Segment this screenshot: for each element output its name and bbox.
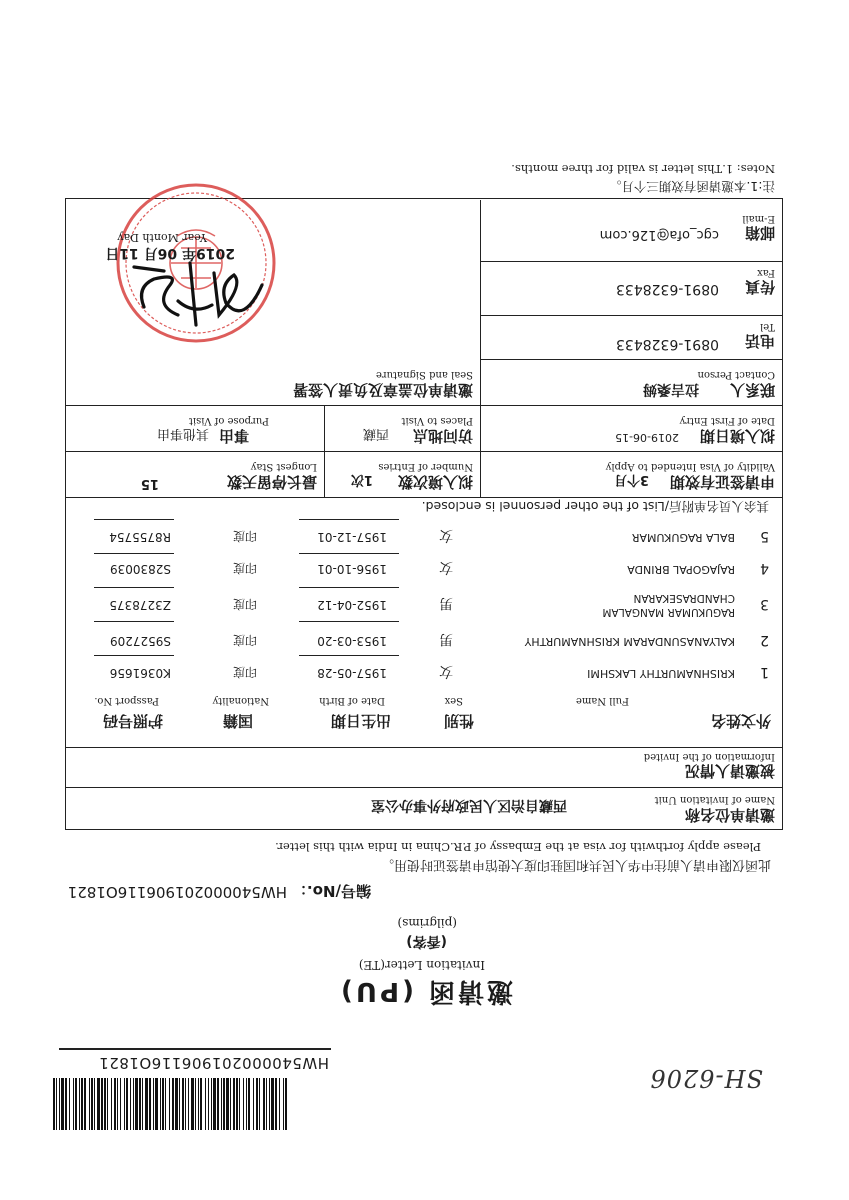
- barcode-bar: [217, 1078, 219, 1130]
- subtitle-zh: (香客): [406, 933, 447, 949]
- row-underline: [299, 553, 399, 554]
- barcode-bar: [279, 1078, 280, 1130]
- barcode-bar: [120, 1078, 121, 1130]
- tel-label-en: Tel: [759, 321, 775, 332]
- barcode-bar: [101, 1078, 103, 1130]
- barcode-bar: [155, 1078, 158, 1130]
- barcode-bar: [195, 1078, 196, 1130]
- places-label-zh: 访问地点: [412, 427, 473, 445]
- places-label-en: Places to Visit: [401, 415, 473, 426]
- barcode-bar: [185, 1078, 186, 1130]
- barcode-bar: [133, 1078, 134, 1130]
- person-nationality: 印度: [232, 597, 257, 611]
- row-divider: [481, 315, 783, 316]
- barcode-bar: [213, 1078, 216, 1130]
- handwritten-note: SH-6206: [649, 1064, 763, 1092]
- column-nationality-zh: 国籍: [222, 712, 253, 730]
- seal-label-en: Seal and Signature: [375, 369, 473, 380]
- unit-label-en: Name of Invitation Unit: [654, 794, 775, 805]
- person-name: KRISHNAMURTHY LAKSHMI: [587, 667, 735, 680]
- barcode-bar: [205, 1078, 206, 1130]
- column-sex-zh: 性别: [443, 712, 474, 730]
- tel-value: 0891-6328433: [615, 336, 719, 352]
- row-underline: [299, 655, 399, 656]
- barcode-image: [49, 1078, 289, 1130]
- column-name-zh: 外文姓名: [710, 712, 771, 730]
- barcode-bar: [256, 1078, 258, 1130]
- row-underline: [94, 519, 174, 520]
- person-passport: Z3278375: [109, 598, 171, 612]
- barcode-bar: [211, 1078, 212, 1130]
- row-divider: [481, 261, 783, 262]
- email-value: cgc_ofa@126.com: [599, 227, 719, 242]
- notes-zh: 注:1.本邀请函有效期三个月。: [608, 179, 775, 194]
- column-sex-en: Sex: [444, 695, 463, 706]
- row-underline: [299, 621, 399, 622]
- date-stamp-label: Year Month Day: [117, 231, 207, 244]
- intro-en: Please apply forthwith for visa at the Embassy of P.R.China in India with this letter.: [275, 840, 761, 854]
- invited-label-en: Information of the Invited: [643, 751, 775, 762]
- row-divider: [65, 787, 783, 788]
- row-underline: [94, 553, 174, 554]
- validity-value: 3个月: [613, 472, 649, 487]
- barcode-bar: [107, 1078, 108, 1130]
- entry-date-label-zh: 拟入境日期: [699, 427, 775, 445]
- row-underline: [299, 519, 399, 520]
- person-name: RAGUKUMAR MANGALAM: [602, 606, 735, 618]
- row-underline: [94, 655, 174, 656]
- barcode-bar: [188, 1078, 189, 1130]
- person-passport: S9527209: [109, 634, 171, 648]
- barcode-bar: [200, 1078, 202, 1130]
- barcode-bar: [175, 1078, 178, 1130]
- seal-label-zh: 邀请单位盖章及负责人签署: [292, 381, 473, 399]
- email-label-zh: 邮箱: [744, 224, 775, 242]
- contact-value: 拉吉桑姆: [643, 381, 699, 397]
- person-sex: 女: [439, 663, 453, 679]
- barcode-bar: [75, 1078, 77, 1130]
- barcode-bar: [239, 1078, 240, 1130]
- person-nationality: 印度: [232, 529, 257, 543]
- purpose-label-zh: 事由: [218, 427, 249, 445]
- row-divider: [65, 405, 783, 406]
- barcode-bar: [236, 1078, 238, 1130]
- person-nationality: 印度: [232, 633, 257, 647]
- person-passport: K0361656: [109, 666, 171, 680]
- person-number: 2: [760, 632, 769, 648]
- barcode-bar: [269, 1078, 270, 1130]
- barcode-bar: [89, 1078, 90, 1130]
- barcode-bar: [208, 1078, 209, 1130]
- subtitle-en: Invitation Letter(TE): [358, 958, 485, 972]
- cell-divider: [324, 406, 325, 452]
- contact-label-en: Contact Person: [697, 369, 775, 380]
- barcode-bar: [56, 1078, 57, 1130]
- entries-value: 1次: [350, 472, 373, 487]
- row-divider: [481, 359, 783, 360]
- entries-label-zh: 拟入境次数: [397, 473, 473, 491]
- barcode-bar: [246, 1078, 247, 1130]
- barcode-bar: [160, 1078, 161, 1130]
- person-dob: 1952-04-12: [317, 598, 387, 612]
- others-note: 其余人员名单附后/List of the other personnel is enclosed.: [421, 499, 769, 514]
- barcode-bar: [266, 1078, 267, 1130]
- barcode-underline: [59, 1048, 331, 1050]
- person-name: BALA RAGUKUMAR: [631, 531, 735, 544]
- barcode-bar: [104, 1078, 106, 1130]
- purpose-value: 其他事由: [156, 426, 209, 441]
- validity-label-zh: 申请签证有效期: [669, 473, 775, 491]
- person-dob: 1957-05-28: [317, 666, 387, 680]
- person-number: 3: [760, 596, 769, 612]
- person-number: 5: [760, 528, 769, 544]
- barcode-bar: [81, 1078, 83, 1130]
- barcode-bar: [130, 1078, 131, 1130]
- person-sex: 女: [439, 527, 453, 543]
- barcode-bar: [61, 1078, 64, 1130]
- fax-label-zh: 传真: [744, 278, 775, 296]
- row-divider: [65, 451, 783, 452]
- barcode-bar: [182, 1078, 184, 1130]
- unit-value: 西藏自治区人民政府外事办公室: [371, 797, 567, 813]
- cell-divider: [480, 452, 481, 498]
- person-name: KALYANASUNDARAM KRISHNAMURTHY: [524, 635, 735, 648]
- cell-divider: [324, 452, 325, 498]
- barcode-bar: [117, 1078, 118, 1130]
- contact-label-zh: 联系人: [729, 381, 775, 399]
- column-dob-zh: 出生日期: [330, 712, 391, 730]
- barcode-bar: [149, 1078, 151, 1130]
- person-name: RAJAGOPAL BRINDA: [627, 563, 735, 576]
- person-sex: 女: [439, 559, 453, 575]
- person-passport: S2830039: [109, 562, 171, 576]
- column-name-en: Full Name: [575, 695, 629, 706]
- barcode-bar: [91, 1078, 93, 1130]
- invited-label-zh: 被邀请人情况: [684, 762, 775, 780]
- barcode-bar: [198, 1078, 199, 1130]
- person-name-line2: CHANDRASEKARAN: [633, 592, 735, 604]
- barcode-bar: [285, 1078, 287, 1130]
- purpose-label-en: Purpose of Visit: [188, 415, 269, 426]
- entry-date-value: 2019-06-15: [615, 431, 679, 444]
- barcode-bar: [111, 1078, 112, 1130]
- notes-en: Notes: 1.This letter is valid for three months.: [511, 162, 775, 176]
- barcode-bar: [233, 1078, 235, 1130]
- barcode-bar: [263, 1078, 265, 1130]
- barcode-bar: [230, 1078, 231, 1130]
- intro-zh: 此函仅限申请人前往中华人民共和国驻印度大使馆申请签证时使用。: [380, 857, 771, 872]
- row-underline: [299, 587, 399, 588]
- barcode-bar: [153, 1078, 154, 1130]
- number-value: HW540000201906116O1821: [67, 883, 287, 901]
- person-dob: 1953-03-20: [317, 634, 387, 648]
- row-underline: [94, 621, 174, 622]
- barcode-bar: [226, 1078, 229, 1130]
- barcode-bar: [139, 1078, 141, 1130]
- email-label-en: E-mail: [742, 213, 775, 224]
- column-passport-en: Passport No.: [94, 695, 159, 706]
- entry-date-label-en: Date of First Entry: [679, 415, 775, 426]
- barcode-bar: [283, 1078, 284, 1130]
- page-title: 邀请函 (PU): [338, 976, 513, 1006]
- person-number: 1: [760, 664, 769, 680]
- barcode-bar: [97, 1078, 100, 1130]
- person-sex: 男: [439, 631, 453, 647]
- column-dob-en: Date of Birth: [319, 695, 385, 706]
- stay-value: 15: [140, 476, 159, 491]
- fax-label-en: Fax: [757, 267, 775, 278]
- barcode-bar: [172, 1078, 174, 1130]
- barcode-bar: [259, 1078, 260, 1130]
- barcode-bar: [275, 1078, 277, 1130]
- barcode-bar: [79, 1078, 80, 1130]
- barcode-bar: [221, 1078, 222, 1130]
- barcode-bar: [53, 1078, 55, 1130]
- person-dob: 1956-10-01: [317, 562, 387, 576]
- barcode-bar: [248, 1078, 250, 1130]
- barcode-bar: [271, 1078, 274, 1130]
- barcode-bar: [84, 1078, 86, 1130]
- barcode-bar: [223, 1078, 225, 1130]
- barcode-bar: [94, 1078, 95, 1130]
- date-stamp-value: 2019年 06月 11日: [105, 245, 235, 261]
- barcode-bar: [145, 1078, 148, 1130]
- row-underline: [94, 587, 174, 588]
- barcode-bar: [69, 1078, 70, 1130]
- barcode-bar: [142, 1078, 143, 1130]
- validity-label-en: Validity of Visa Intended to Apply: [605, 461, 775, 472]
- person-sex: 男: [439, 595, 453, 611]
- number-label: 编号/No.：: [291, 882, 371, 900]
- person-nationality: 印度: [232, 561, 257, 575]
- row-divider: [65, 497, 783, 498]
- barcode-bar: [59, 1078, 60, 1130]
- entries-label-en: Number of Entries: [378, 461, 473, 472]
- barcode-bar: [243, 1078, 244, 1130]
- barcode-bar: [253, 1078, 254, 1130]
- barcode-number: HW540000201906116O1821: [98, 1054, 329, 1072]
- barcode-bar: [65, 1078, 67, 1130]
- cell-divider: [480, 200, 481, 406]
- barcode-bar: [179, 1078, 180, 1130]
- unit-label-zh: 邀请单位名称: [684, 806, 775, 824]
- cell-divider: [480, 406, 481, 452]
- places-value: 西藏: [362, 426, 389, 441]
- barcode-bar: [191, 1078, 194, 1130]
- subtitle-en-pilgrims: (pilgrims): [397, 916, 457, 930]
- person-nationality: 印度: [232, 665, 257, 679]
- row-divider: [65, 747, 783, 748]
- barcode-bar: [135, 1078, 138, 1130]
- barcode-bar: [73, 1078, 74, 1130]
- column-nationality-en: Nationality: [212, 695, 269, 706]
- barcode-bar: [162, 1078, 164, 1130]
- person-number: 4: [760, 560, 769, 576]
- barcode-bar: [126, 1078, 128, 1130]
- stay-label-en: Longest Stay: [250, 461, 317, 472]
- signature-image: [124, 255, 274, 345]
- barcode-bar: [114, 1078, 116, 1130]
- barcode-bar: [165, 1078, 166, 1130]
- barcode-bar: [169, 1078, 170, 1130]
- stay-label-zh: 最长停留天数: [226, 473, 317, 491]
- fax-value: 0891-6328433: [615, 281, 719, 297]
- person-passport: R8755754: [109, 530, 171, 544]
- barcode-bar: [124, 1078, 125, 1130]
- tel-label-zh: 电话: [744, 332, 775, 350]
- person-dob: 1957-12-01: [317, 530, 387, 544]
- column-passport-zh: 护照号码: [102, 712, 163, 730]
